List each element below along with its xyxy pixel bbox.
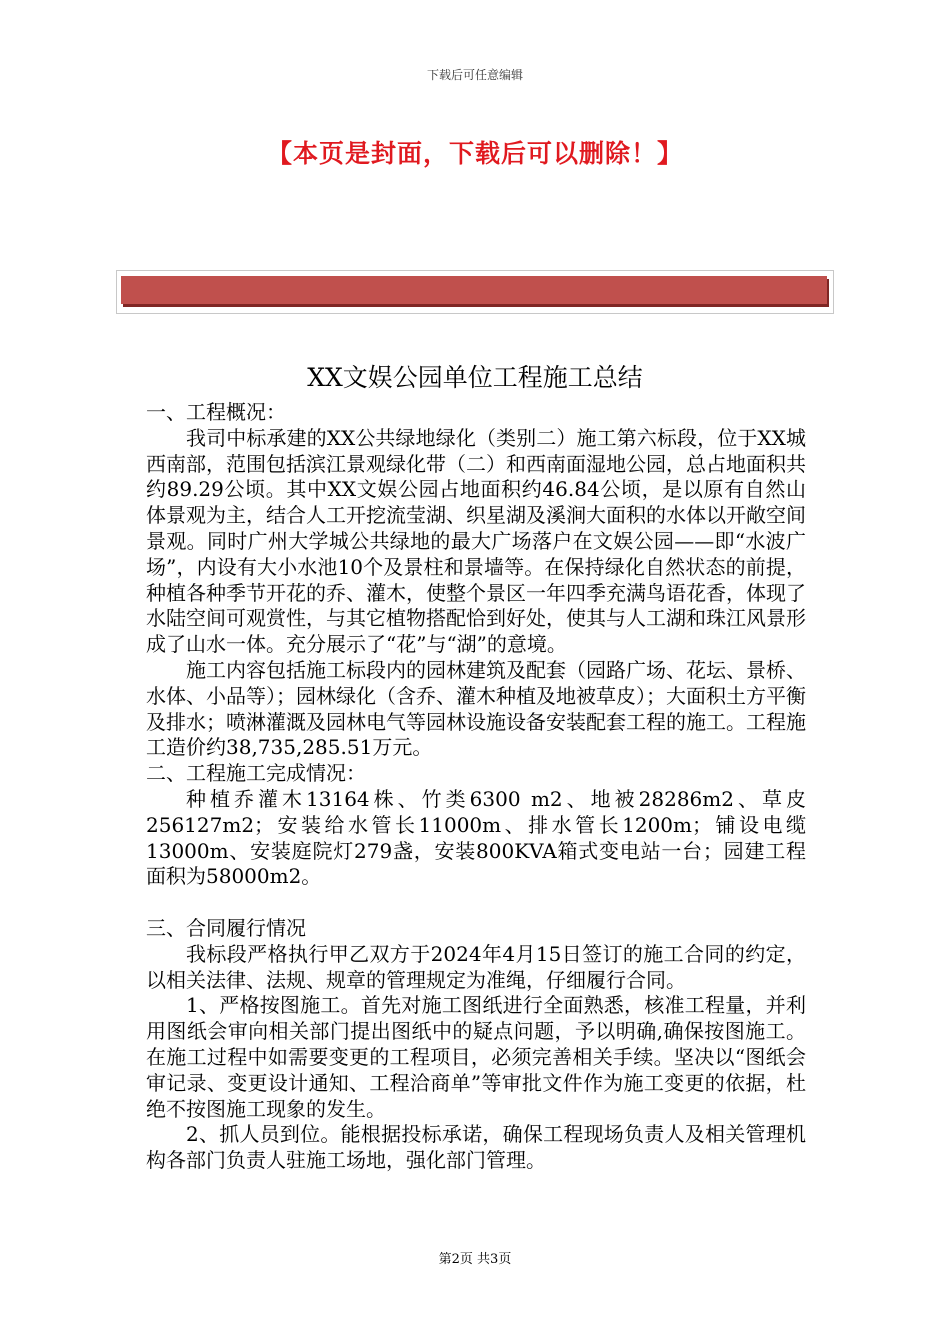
paragraph-completion: 种植乔灌木13164株、竹类6300 m2、地被28286m2、草皮256127m2；安装给水管长11000m、排水管长1200m；铺设电缆13000m、安装庭院灯279盏，安装800KVA箱式变电站一台；园建工程面积为58000m2。 <box>146 786 806 889</box>
document-title: XX文娱公园单位工程施工总结 <box>307 363 643 392</box>
decorative-banner <box>116 270 834 314</box>
section-heading-completion: 二、工程施工完成情况： <box>146 761 366 786</box>
paragraph-overview-1: 我司中标承建的XX公共绿地绿化（类别二）施工第六标段，位于XX城西南部，范围包括滨江景观绿化带（二）和西南面湿地公园，总占地面积共约89.29公顷。其中XX文娱公园占地面积约46.84公顷，是以原有自然山体景观为主，结合人工开挖流莹湖、织星湖及溪涧大面积的水体以开敞空间景观。同时广州大学城公共绿地的最大广场落户在文娱公园——即“水波广场”，内设有大小水池10个及景柱和景墙等。在保持绿化自然状态的前提，种植各种季节开花的乔、灌木，使整个景区一年四季充满鸟语花香，体现了水陆空间可观赏性，与其它植物搭配恰到好处，使其与人工湖和珠江风景形成了山水一体。充分展示了“花”与“湖”的意境。 <box>146 425 806 657</box>
page-footer-number: 第2页 共3页 <box>438 1252 512 1267</box>
banner-bar <box>121 276 827 304</box>
paragraph-overview-2: 施工内容包括施工标段内的园林建筑及配套（园路广场、花坛、景桥、水体、小品等）；园林绿化（含乔、灌木种植及地被草皮）；大面积土方平衡及排水；喷淋灌溉及园林电气等园林设施设备安装配套工程的施工。工程施工造价约38,735,285.51万元。 <box>146 657 806 760</box>
section-heading-contract: 三、合同履行情况 <box>146 915 306 940</box>
document-body <box>146 400 806 1174</box>
paragraph-contract-1: 我标段严格执行甲乙双方于2024年4月15日签订的施工合同的约定，以相关法律、法规、规章的管理规定为准绳，仔细履行合同。 <box>146 941 806 992</box>
page-header-note: 下载后可任意编辑 <box>426 68 523 82</box>
paragraph-contract-3: 2、抓人员到位。能根据投标承诺，确保工程现场负责人及相关管理机构各部门负责人驻施工场地，强化部门管理。 <box>146 1122 806 1173</box>
cover-notice: 【本页是封面，下载后可以删除！】 <box>266 139 683 168</box>
paragraph-contract-2: 1、严格按图施工。首先对施工图纸进行全面熟悉，核准工程量，并利用图纸会审向相关部门提出图纸中的疑点问题，予以明确,确保按图施工。在施工过程中如需要变更的工程项目，必须完善相关手续。坚决以“图纸会审记录、变更设计通知、工程洽商单”等审批文件作为施工变更的依据，杜绝不按图施工现象的发生。 <box>146 993 806 1121</box>
section-heading-overview: 一、工程概况： <box>146 400 286 424</box>
